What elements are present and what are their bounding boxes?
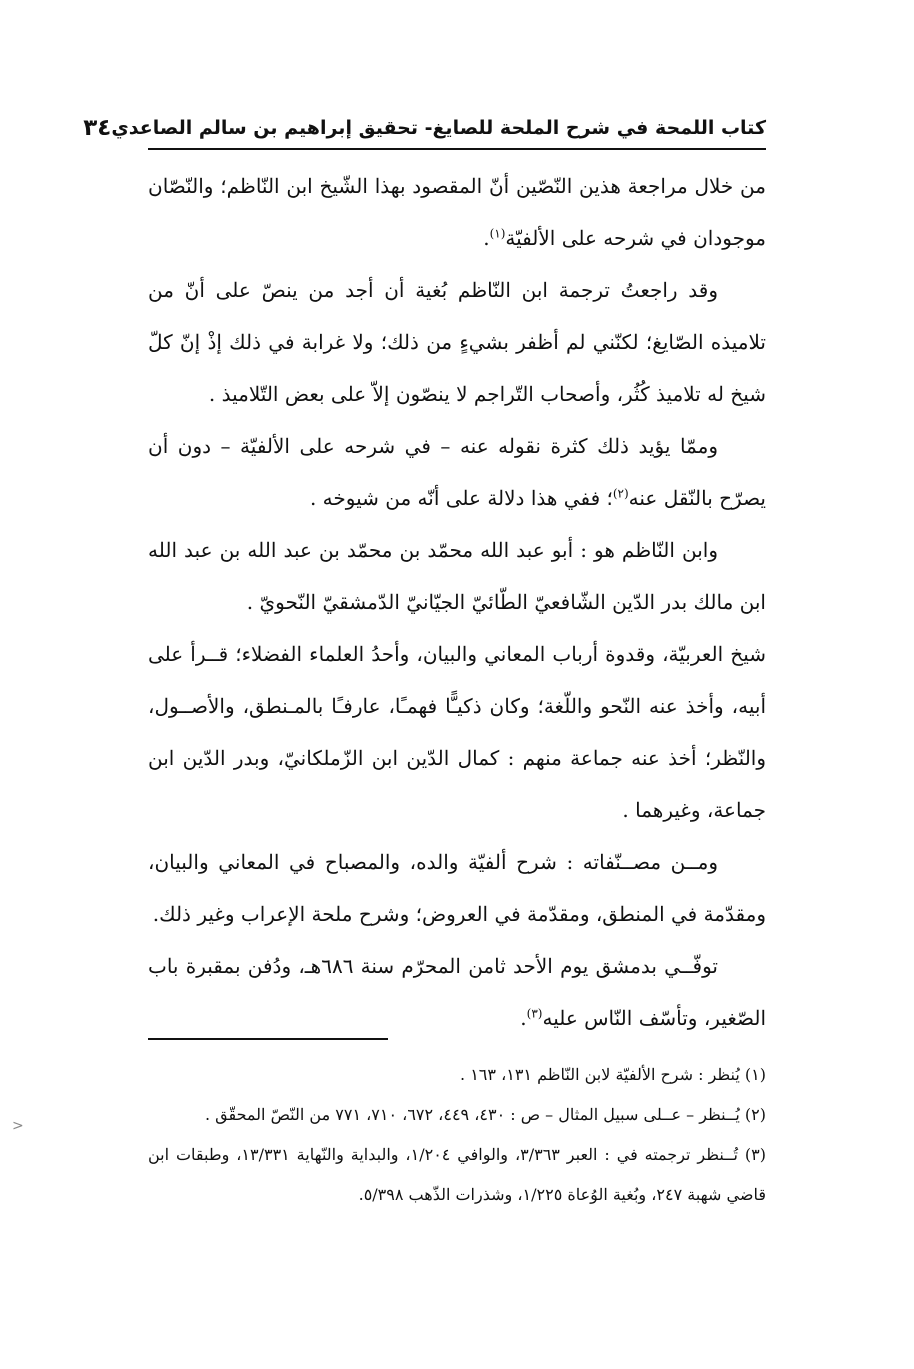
footnote-separator: [148, 1038, 388, 1040]
footnote-1: (١) يُنظر : شرح الألفيّة لابن النّاظم ١٣١، ١٦٣ .: [460, 1065, 766, 1084]
header-title: كتاب اللمحة في شرح الملحة للصايغ- تحقيق إبراهيم بن سالم الصاعدي: [111, 117, 766, 139]
footnotes: [148, 1055, 766, 1215]
footnote-2: (٢) يُــنظر – عــلى سبيل المثال – ص : ٤٣٠، ٤٤٩، ٦٧٢، ٧١٠، ٧٧١ من النّصّ المحقّق .: [204, 1105, 766, 1124]
paragraph-7: توفّــي بدمشق يوم الأحد ثامن المحرّم سنة ٦٨٦هـ، ودُفن بمقبرة باب الصّغير، وتأسّف النّاس عليه$^{(٣)}$.: [148, 954, 766, 1030]
footnote-ref-1: (١): [489, 226, 506, 241]
margin-mark: <: [12, 1118, 24, 1134]
footnote-ref-3: (٣): [526, 1006, 543, 1021]
paragraph-6: ومــن مصــنّفاته : شرح ألفيّة والده، والمصباح في المعاني والبيان، ومقدّمة في المنطق، ومقدّمة في العروض؛ وشرح ملحة الإعراب وغير ذلك.: [148, 850, 766, 926]
paragraph-3: وممّا يؤيد ذلك كثرة نقوله عنه – في شرحه على الألفيّة – دون أن يصرّح بالنّقل عنه$^{(٢)}$؛ ففي هذا دلالة على أنّه من شيوخه .: [148, 434, 766, 510]
page-number: ٣٤: [83, 115, 112, 141]
footnote-3: (٣) تُــنظر ترجمته في : العبر ٣/٣٦٣، والوافي ١/٢٠٤، والبداية والنّهاية ١٣/٣٣١، وطبقات ابن قاضي شهبة ٢٤٧، وبُغية الوُعاة ١/٢٢٥، وشذرات الذّهب ٥/٣٩٨.: [148, 1145, 767, 1204]
paragraph-1: من خلال مراجعة هذين النّصّين أنّ المقصود بهذا الشّيخ ابن النّاظم؛ والنّصّان موجودان في شرحه على الألفيّة$^{(١)}$.: [148, 174, 766, 250]
paragraph-5: شيخ العربيّة، وقدوة أرباب المعاني والبيان، وأحدُ العلماء الفضلاء؛ قــرأ على أبيه، وأخذ عنه النّحو واللّغة؛ وكان ذكيـًّا فهمـًا، عارفـًا بالمـنطق، والأصــول، والنّظر؛ أخذ عنه جماعة منهم : كمال الدّين ابن الزّملكانيّ، وبدر الدّين ابن جماعة، وغيرهما .: [148, 642, 766, 822]
paragraph-2: وقد راجعتُ ترجمة ابن النّاظم بُغية أن أجد من ينصّ على أنّ من تلاميذه الصّايغ؛ لكنّني لم أظفر بشيءٍ من ذلك؛ ولا غرابة في ذلك إذْ إنّ كلّ شيخ له تلاميذ كُثُر، وأصحاب التّراجم لا ينصّون إلاّ على بعض التّلاميذ .: [148, 278, 766, 406]
running-header: [83, 108, 766, 150]
paragraph-4: وابن النّاظم هو : أبو عبد الله محمّد بن محمّد بن عبد الله بن عبد الله ابن مالك بدر الدّين الشّافعيّ الطّائيّ الجيّانيّ الدّمشقيّ النّحويّ .: [148, 538, 766, 614]
footnote-ref-2: (٢): [612, 486, 629, 501]
main-text: [148, 160, 766, 1044]
